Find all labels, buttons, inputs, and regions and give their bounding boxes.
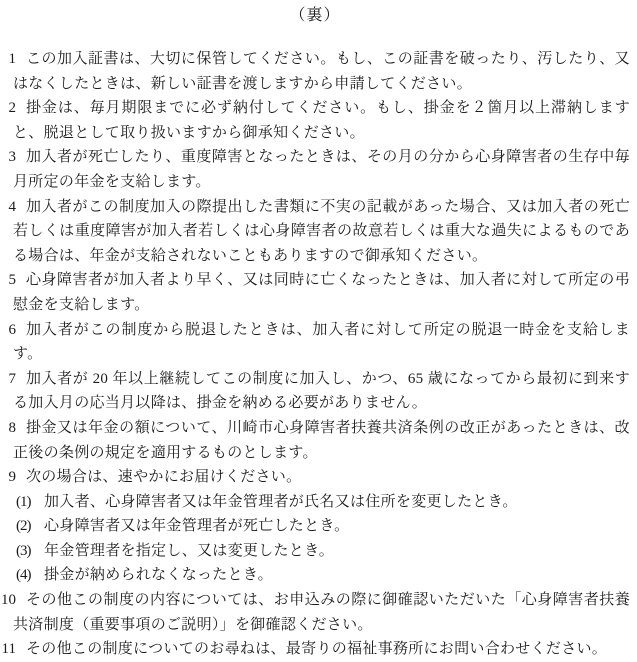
clause-text: 加入者が 20 年以上継続してこの制度に加入し、かつ、65 歳になってから最初に到来する加入月の応当月以降は、掛金を納める必要がありません。 xyxy=(13,370,630,412)
subclause-text: 加入者、心身障害者又は年金管理者が氏名又は住所を変更したとき。 xyxy=(44,493,518,510)
clause-item xyxy=(0,318,630,367)
subclause-text: 心身障害者又は年金管理者が死亡したとき。 xyxy=(44,518,350,535)
subclause-number: (3) xyxy=(16,542,31,559)
clause-text: 加入者がこの制度から脱退したときは、加入者に対して所定の脱退一時金を支給します。 xyxy=(13,321,630,363)
clause-item xyxy=(0,588,630,637)
clause-item xyxy=(0,416,630,465)
clause-text: 加入者がこの制度加入の際提出した書類に不実の記載があった場合、又は加入者の死亡若しくは重度障害が加入者若しくは心身障害者の故意若しくは重大な過失によるものである場合は、年金が支給されないこともありますので御承知ください。 xyxy=(13,198,630,264)
clause-text: その他この制度の内容については、お申込みの際に御確認いただいた「心身障害者扶養共済制度（重要事項のご説明）」を御確認ください。 xyxy=(13,592,630,633)
subclause-number: (4) xyxy=(16,567,31,584)
subclause-item xyxy=(13,490,630,515)
clause-item xyxy=(0,268,630,317)
page-title: （裏） xyxy=(289,7,341,24)
clause-item xyxy=(0,145,630,194)
clause-number: 2 xyxy=(8,100,16,117)
subclause-text: 年金管理者を指定し、又は変更したとき。 xyxy=(44,542,335,559)
clause-number: 3 xyxy=(8,149,16,166)
clause-text: 掛金又は年金の額について、川崎市心身障害者扶養共済条例の改正があったときは、改正後の条例の規定を適用するものとします。 xyxy=(13,419,630,461)
clause-number: 6 xyxy=(8,321,16,338)
clause-item xyxy=(0,195,630,269)
clause-number: 11 xyxy=(1,641,16,658)
subclause-number: (1) xyxy=(16,493,31,510)
clause-item xyxy=(0,96,630,145)
clause-number: 10 xyxy=(1,592,16,609)
clause-text: 加入者が死亡したり、重度障害となったときは、その月の分から心身障害者の生存中毎月所定の年金を支給します。 xyxy=(13,149,630,190)
subclause-item xyxy=(13,539,630,564)
clause-item xyxy=(0,47,630,96)
clause-number: 8 xyxy=(8,419,16,436)
clause-number: 1 xyxy=(8,51,16,67)
subclause-number: (2) xyxy=(16,518,31,535)
clause-text: 次の場合は、速やかにお届けください。 xyxy=(26,469,302,486)
clause-text: この加入証書は、大切に保管してください。もし、この証書を破ったり、汚したり、又はなくしたときは、新しい証書を渡しますから申請してください。 xyxy=(13,51,630,92)
clause-number: 5 xyxy=(8,272,16,289)
clause-number: 9 xyxy=(8,469,16,486)
clause-item xyxy=(0,637,630,662)
subclause-text: 掛金が納められなくなったとき。 xyxy=(44,567,273,584)
clause-item xyxy=(0,465,630,588)
subclause-item xyxy=(13,514,630,539)
subclause-list xyxy=(13,490,630,588)
clause-list xyxy=(0,47,630,662)
clause-item xyxy=(0,367,630,416)
clause-text: 掛金は、毎月期限までに必ず納付してください。もし、掛金を２箇月以上滞納しますと、脱退として取り扱いますから御承知ください。 xyxy=(13,100,630,141)
clause-text: 心身障害者が加入者より早く、又は同時に亡くなったときは、加入者に対して所定の弔慰金を支給します。 xyxy=(13,272,630,313)
clause-number: 4 xyxy=(8,198,16,215)
subclause-item xyxy=(13,563,630,588)
clause-number: 7 xyxy=(8,370,16,387)
clause-text: その他この制度についてのお尋ねは、最寄りの福祉事務所にお問い合わせください。 xyxy=(26,641,608,658)
